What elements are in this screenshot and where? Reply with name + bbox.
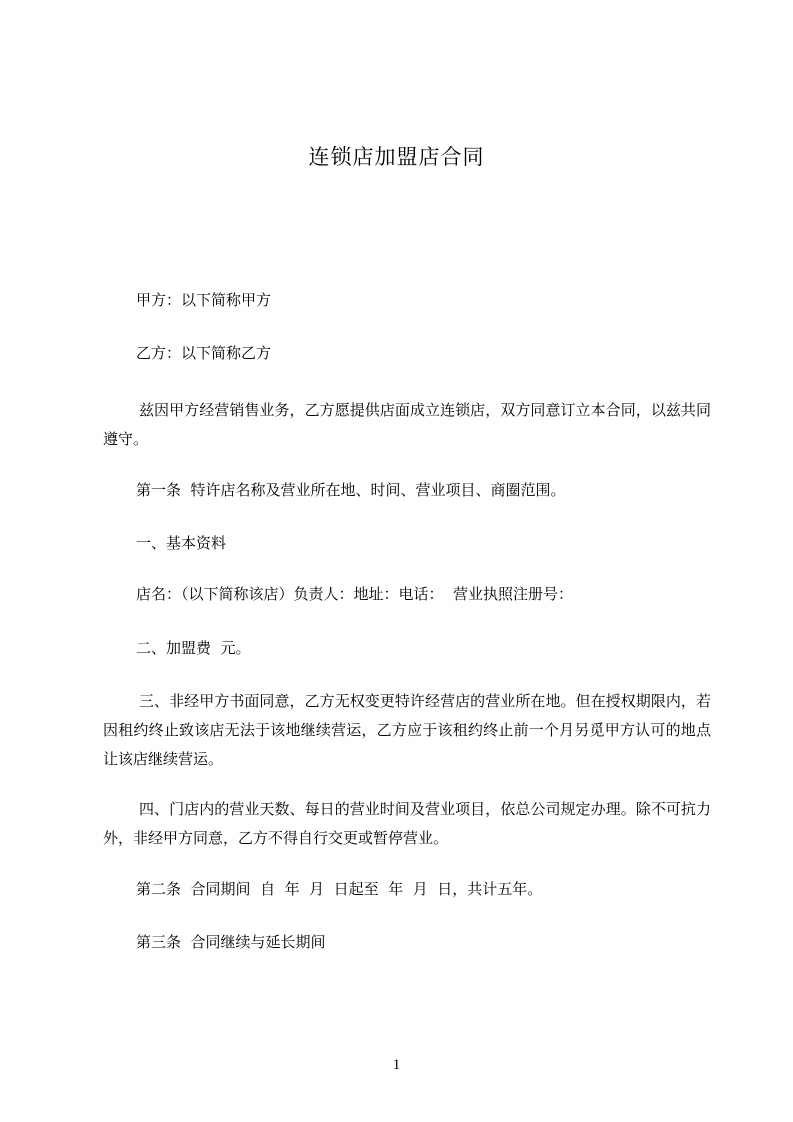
article-1-heading: 第一条 特许店名称及营业所在地、时间、营业项目、商圈范围。 xyxy=(136,481,566,499)
store-info-line: 店名：（以下简称该店）负责人：地址：电话： 营业执照注册号： xyxy=(136,585,574,603)
section-3-paragraph: 三、非经甲方书面同意，乙方无权变更特许经营店的营业所在地。但在授权期限内，若因租约终止致该店无法于该地继续营运，乙方应于该租约终止前一个月另觅甲方认可的地点让该店继续营运。 xyxy=(103,692,711,768)
party-a-line: 甲方：以下简称甲方 xyxy=(136,291,272,309)
preamble-paragraph: 兹因甲方经营销售业务，乙方愿提供店面成立连锁店，双方同意订立本合同，以兹共同遵守。 xyxy=(103,401,711,448)
document-title: 连锁店加盟店合同 xyxy=(308,145,485,169)
section-4-paragraph: 四、门店内的营业天数、每日的营业时间及营业项目，依总公司规定办理。除不可抗力外，非经甲方同意，乙方不得自行交更或暂停营业。 xyxy=(103,800,711,847)
article-2-heading: 第二条 合同期间 自 年 月 日起至 年 月 日，共计五年。 xyxy=(136,880,543,898)
party-b-line: 乙方：以下简称乙方 xyxy=(136,344,272,362)
page-number: 1 xyxy=(392,1057,401,1073)
section-1-heading: 一、基本资料 xyxy=(136,534,227,552)
article-3-heading: 第三条 合同继续与延长期间 xyxy=(136,933,326,951)
franchise-fee-line: 二、加盟费 元。 xyxy=(136,639,251,657)
